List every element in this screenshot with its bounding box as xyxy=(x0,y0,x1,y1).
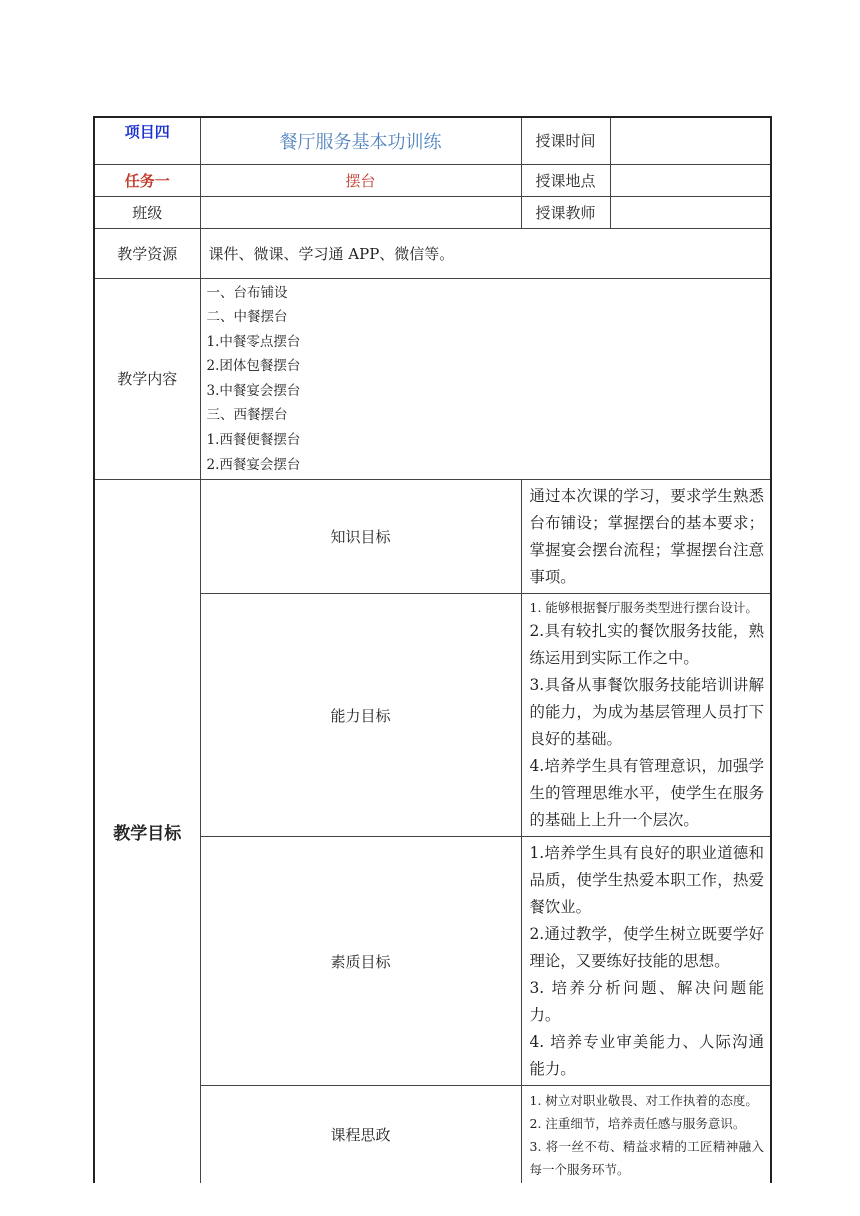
quality-line: 2.通过教学，使学生树立既要学好理论，又要练好技能的思想。 xyxy=(529,925,764,971)
content-item: 一、台布铺设 xyxy=(206,284,288,301)
quality-label: 素质目标 xyxy=(200,837,521,1086)
project-number: 项目四 xyxy=(94,117,200,164)
header-row-1 xyxy=(94,117,771,164)
task-name: 摆台 xyxy=(200,164,521,196)
content-item: 3.中餐宴会摆台 xyxy=(206,382,301,399)
knowledge-label: 知识目标 xyxy=(200,480,521,594)
ability-label: 能力目标 xyxy=(200,594,521,837)
content-row xyxy=(94,278,771,480)
teacher-value xyxy=(610,196,771,228)
quality-line: 4. 培养专业审美能力、人际沟通能力。 xyxy=(529,1033,764,1079)
resources-label: 教学资源 xyxy=(94,228,200,278)
content-item: 2.西餐宴会摆台 xyxy=(206,456,301,473)
ability-line: 4.培养学生具有管理意识，加强学生的管理思维水平，使学生在服务的基础上上升一个层次。 xyxy=(529,757,764,830)
ability-line: 2.具有较扎实的餐饮服务技能，熟练运用到实际工作之中。 xyxy=(529,622,764,668)
class-label: 班级 xyxy=(94,196,200,228)
class-value xyxy=(200,196,521,228)
course-title: 餐厅服务基本功训练 xyxy=(200,117,521,164)
content-item: 三、西餐摆台 xyxy=(206,407,288,424)
ideology-text xyxy=(521,1086,771,1184)
resources-row xyxy=(94,228,771,278)
knowledge-line: 通过本次课的学习，要求学生熟悉台布铺设；掌握摆台的基本要求；掌握宴会摆台流程；掌握摆台注意事项。 xyxy=(529,487,764,587)
time-label: 授课时间 xyxy=(521,117,610,164)
header-row-3 xyxy=(94,196,771,228)
time-value xyxy=(610,117,771,164)
quality-line: 1.培养学生具有良好的职业道德和品质，使学生热爱本职工作，热爱餐饮业。 xyxy=(529,844,764,917)
ideology-line: 3. 将一丝不苟、精益求精的工匠精神融入每一个服务环节。 xyxy=(529,1139,764,1178)
knowledge-row xyxy=(94,480,771,594)
lesson-plan-table xyxy=(93,116,772,1183)
quality-text xyxy=(521,837,771,1086)
content-item: 二、中餐摆台 xyxy=(206,309,288,326)
goals-label: 教学目标 xyxy=(94,480,200,1184)
place-label: 授课地点 xyxy=(521,164,610,196)
ability-text xyxy=(521,594,771,837)
task-number: 任务一 xyxy=(94,164,200,196)
content-item: 1.中餐零点摆台 xyxy=(206,333,301,350)
content-list xyxy=(200,278,771,480)
header-row-2 xyxy=(94,164,771,196)
knowledge-text xyxy=(521,480,771,594)
quality-line: 3. 培养分析问题、解决问题能力。 xyxy=(529,979,764,1025)
resources-value: 课件、微课、学习通 APP、微信等。 xyxy=(200,228,771,278)
content-item: 2.团体包餐摆台 xyxy=(206,358,301,375)
place-value xyxy=(610,164,771,196)
content-label: 教学内容 xyxy=(94,278,200,480)
ideology-line: 1. 树立对职业敬畏、对工作执着的态度。 xyxy=(529,1093,758,1109)
teacher-label: 授课教师 xyxy=(521,196,610,228)
ideology-label: 课程思政 xyxy=(200,1086,521,1184)
ideology-line: 2. 注重细节，培养责任感与服务意识。 xyxy=(529,1116,746,1132)
ability-line: 3.具备从事餐饮服务技能培训讲解的能力，为成为基层管理人员打下良好的基础。 xyxy=(529,676,764,749)
ability-line: 1. 能够根据餐厅服务类型进行摆台设计。 xyxy=(529,600,758,616)
content-item: 1.西餐便餐摆台 xyxy=(206,432,301,449)
